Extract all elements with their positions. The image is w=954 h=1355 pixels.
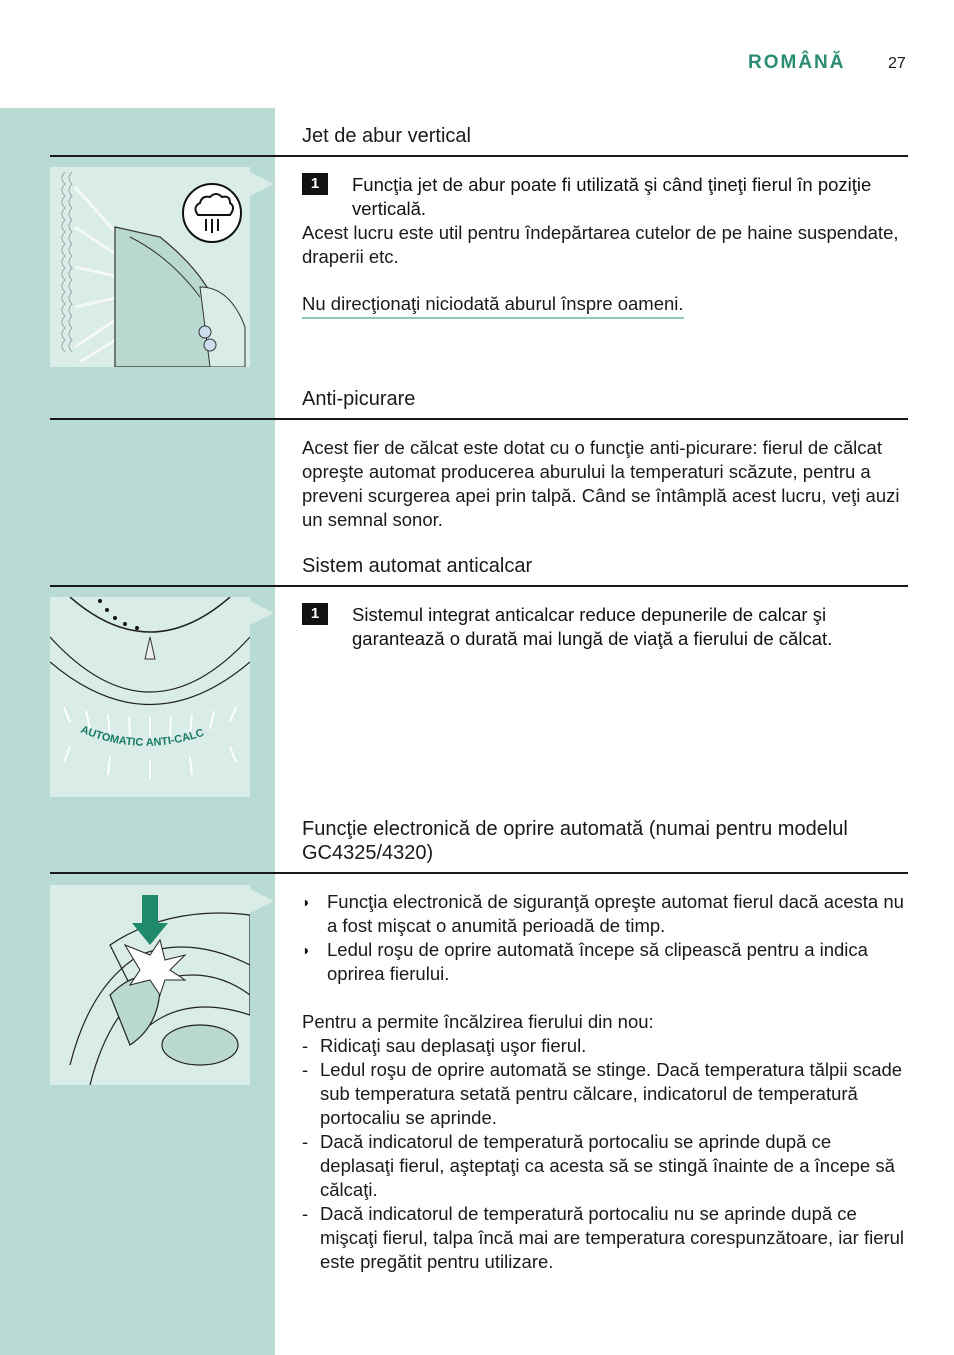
svg-text:AUTOMATIC ANTI-CALC xyxy=(79,724,206,749)
list-item: - Ridicaţi sau deplasaţi uşor fierul. xyxy=(302,1035,587,1056)
step-number: 1 xyxy=(302,603,328,625)
vertical-steam-icon xyxy=(180,181,244,245)
vertical-steam-warning: Nu direcţionaţi niciodată aburul înspre oameni. xyxy=(302,292,684,319)
anti-drip-body: Acest fier de călcat este dotat cu o funcţie anti-picurare: fierul de călcat opreşte automat producerea aburului la temperaturi scăzute, pentru a preveni scurgerea apei prin talpă. Când se întâmplă acest lucru, veţi auzi un semnal sonor. xyxy=(302,437,900,530)
step-text: Sistemul integrat anticalcar reduce depunerile de calcar şi garantează o durată mai lungă de viaţă a fierului de călcat. xyxy=(352,604,833,649)
language-header: ROMÂNĂ xyxy=(748,52,846,73)
reheat-intro: Pentru a permite încălzirea fierului din nou: xyxy=(302,1011,654,1032)
section-divider xyxy=(50,418,908,420)
list-item: - Dacă indicatorul de temperatură portocaliu se aprinde după ce deplasaţi fierul, aşteptaţi ca acesta să se stingă înainte de a începe să călcaţi. xyxy=(302,1131,895,1200)
auto-off-illustration xyxy=(50,885,250,1085)
image-pointer xyxy=(250,601,274,625)
anti-calc-label: AUTOMATIC ANTI-CALC xyxy=(78,723,206,749)
triangle-bullet-icon: ◗ xyxy=(302,894,311,910)
list-item: - Ledul roşu de oprire automată se stinge. Dacă temperatura tălpii scade sub temperatura setată pentru călcare, indicatorul de temperatură portocaliu se aprinde. xyxy=(302,1059,903,1128)
section-title-vertical-steam: Jet de abur vertical xyxy=(302,125,471,147)
list-item: - Dacă indicatorul de temperatură portocaliu nu se aprinde după ce mişcaţi fierul, talpa încă mai are temperatura corespunzătoare, iar fierul este pregătit pentru utilizare. xyxy=(302,1203,905,1272)
section-title-anti-calc: Sistem automat anticalcar xyxy=(302,555,533,577)
vertical-steam-illustration xyxy=(50,167,250,367)
anti-calc-illustration xyxy=(50,597,250,797)
section-title-anti-drip: Anti-picurare xyxy=(302,388,416,410)
section-divider xyxy=(50,872,908,874)
section-title-auto-off: Funcţie electronică de oprire automată (numai pentru modelul GC4325/4320) xyxy=(302,818,848,864)
image-pointer xyxy=(250,172,274,196)
section-divider xyxy=(50,155,908,157)
vertical-steam-body: Acest lucru este util pentru îndepărtarea cutelor de pe haine suspendate, draperii etc. xyxy=(302,222,899,267)
list-item: ◗ Funcţia electronică de siguranţă opreşte automat fierul dacă acesta nu a fost mişcat o anumită perioadă de timp. xyxy=(302,891,904,936)
list-item: ◗ Ledul roşu de oprire automată începe să clipească pentru a indica oprirea fierului. xyxy=(302,939,868,984)
page-number: 27 xyxy=(888,55,906,72)
step-number: 1 xyxy=(302,173,328,195)
image-pointer xyxy=(250,889,274,913)
triangle-bullet-icon: ◗ xyxy=(302,942,311,958)
section-divider xyxy=(50,585,908,587)
step-text: Funcţia jet de abur poate fi utilizată şi când ţineţi fierul în poziţie verticală. xyxy=(352,174,872,219)
